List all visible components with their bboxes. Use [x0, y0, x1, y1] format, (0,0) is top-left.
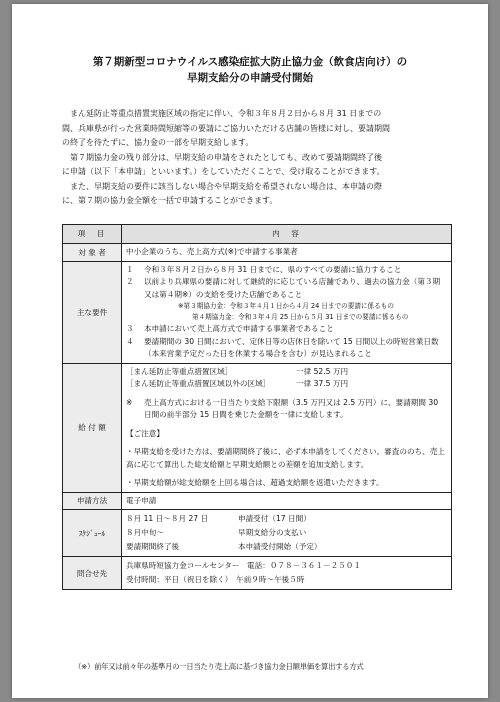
requirement-number: ４	[126, 336, 134, 346]
intro-line: 間、兵庫県が行った営業時間短縮等の要請にご協力いただける店舗の皆様に対し、要請期間	[62, 123, 390, 133]
contact-value	[122, 557, 452, 590]
requirements-row	[63, 261, 452, 363]
requirements-label: 主な要件	[63, 261, 122, 363]
intro-text	[62, 107, 452, 209]
requirement-item	[126, 264, 447, 277]
intro-line: に申請（以下「本申請」といいます。）をしていただくことで、受け取ることができます。	[62, 167, 385, 176]
header-content: 内 容	[122, 225, 452, 244]
header-item: 項 目	[63, 225, 122, 244]
method-row	[63, 492, 452, 510]
schedule-date: ８月 11 日～８月 27 日	[126, 514, 209, 523]
contact-line: 受付時間：平日（祝日を除く） 午前９時～午後５時	[126, 575, 305, 584]
intro-line: の終了を待たずに、協力金の一部を早期支給します。	[62, 138, 254, 147]
amount-value	[122, 363, 452, 492]
caution-item: ・早期支給額が総支給額を上回る場合は、超過支給額を返還いただきます。	[126, 478, 384, 487]
requirement-number: ２	[126, 277, 134, 286]
caution-title: 【ご注意】	[126, 428, 164, 438]
amount-zone-value: 一律 37.5 万円	[296, 379, 349, 388]
method-label: 申請方法	[63, 492, 122, 510]
amount-zone-row	[126, 366, 447, 379]
amount-zone-name: ［まん延防止等重点措置区域］	[126, 366, 233, 376]
schedule-date: ８月中旬～	[126, 528, 164, 537]
schedule-item	[126, 526, 447, 540]
intro-line: に、第７期の協力金全額を一括で申請することができます。	[62, 196, 278, 205]
target-label: 対 象 者	[63, 244, 122, 262]
info-table	[62, 224, 452, 590]
contact-line: 兵庫県時短協力金コールセンター 電話：０７８－３６１－２５０１	[126, 561, 361, 570]
amount-zone-name: ［まん延防止等重点措置区域以外の区域］	[126, 379, 271, 388]
document-title	[12, 54, 488, 86]
schedule-label: ｽｹｼﾞｭｰﾙ	[63, 510, 122, 557]
requirement-item	[126, 276, 447, 301]
caution-item: ・早期支給を受けた方は、要請期間終了後に、必ず本申請をしてください。審査ののち、売上高に応じて算出した総支給額と早期支給額との差額を追加支給します。	[126, 447, 445, 469]
footnote: （※）前年又は前々年の基準月の一日当たり売上高に基づき協力金日額単価を算出する方式	[74, 662, 364, 671]
amount-row	[63, 363, 452, 492]
schedule-date: 要請期間終了後	[126, 542, 180, 551]
target-value: 中小企業のうち、売上高方式(※)で申請する事業者	[122, 244, 452, 262]
requirement-text: 令和３年８月２日から８月 31 日までに、県のすべての要請に協力すること	[144, 264, 402, 274]
document-page	[12, 4, 488, 698]
schedule-row	[63, 510, 452, 557]
schedule-item	[126, 540, 447, 554]
requirement-text: 本申請において売上高方式で申請する事業者であること	[144, 324, 334, 333]
schedule-text: 早期支給分の支払い	[238, 528, 307, 537]
method-value: 電子申請	[122, 492, 452, 510]
target-row	[63, 244, 452, 262]
amount-label: 給 付 額	[63, 363, 122, 492]
title-line-2: 早期支給分の申請受付開始	[187, 72, 313, 84]
amount-note	[126, 397, 447, 422]
intro-line: 第７期協力金の残り部分は、早期支給の申請をされたとしても、改めて要請期間終了後	[70, 152, 382, 162]
requirement-text: 以前より兵庫県の要請に対して継続的に応じている店舗であり、過去の協力金（第３期又は第４期※）の支給を受けた店舗であること	[144, 277, 441, 299]
schedule-text: 本申請受付開始（予定）	[238, 542, 322, 551]
amount-note-mark: ※	[126, 397, 133, 407]
schedule-item	[126, 512, 447, 526]
schedule-value	[122, 510, 452, 557]
requirement-note: 第４期協力金：令和３年４月 25 日から５月 31 日までの要請に係るもの	[192, 313, 409, 321]
amount-zone-value: 一律 52.5 万円	[296, 366, 349, 376]
schedule-text: 申請受付（17 日間）	[238, 514, 311, 523]
table-header-row	[63, 225, 452, 244]
requirement-note: ※第３期協力金：令和３年４月１日から４月 24 日までの要請に係るもの	[178, 302, 394, 310]
requirement-text: 要請期間の 30 日間において、定休日等の店休日を除いて 15 日間以上の時短営業日数（本来営業予定だった日を休業する場合を含む）が見込まれること	[144, 336, 439, 358]
requirement-item	[126, 336, 447, 361]
contact-row	[63, 557, 452, 590]
requirements-value	[122, 261, 452, 363]
intro-line: まん延防止等重点措置実施区域の指定に伴い、令和３年８月２日から８月 31 日までの	[70, 109, 382, 118]
requirement-number: ３	[126, 324, 134, 333]
amount-zone-row	[126, 378, 447, 391]
amount-note-text: 売上高方式における一日当たり支給下限額（3.5 万円又は 2.5 万円）に、要請期間 30 日間の前半部分 15 日間を乗じた金額を一律に支給します。	[144, 397, 439, 419]
requirement-item	[126, 323, 447, 336]
intro-line: また、早期支給の要件に該当しない場合や早期支給を希望されない場合は、本申請の際	[70, 181, 382, 191]
requirement-number: １	[126, 264, 134, 274]
contact-label: 問合せ先	[63, 557, 122, 590]
title-line-1: 第７期新型コロナウイルス感染症拡大防止協力金（飲食店向け）の	[92, 56, 408, 68]
